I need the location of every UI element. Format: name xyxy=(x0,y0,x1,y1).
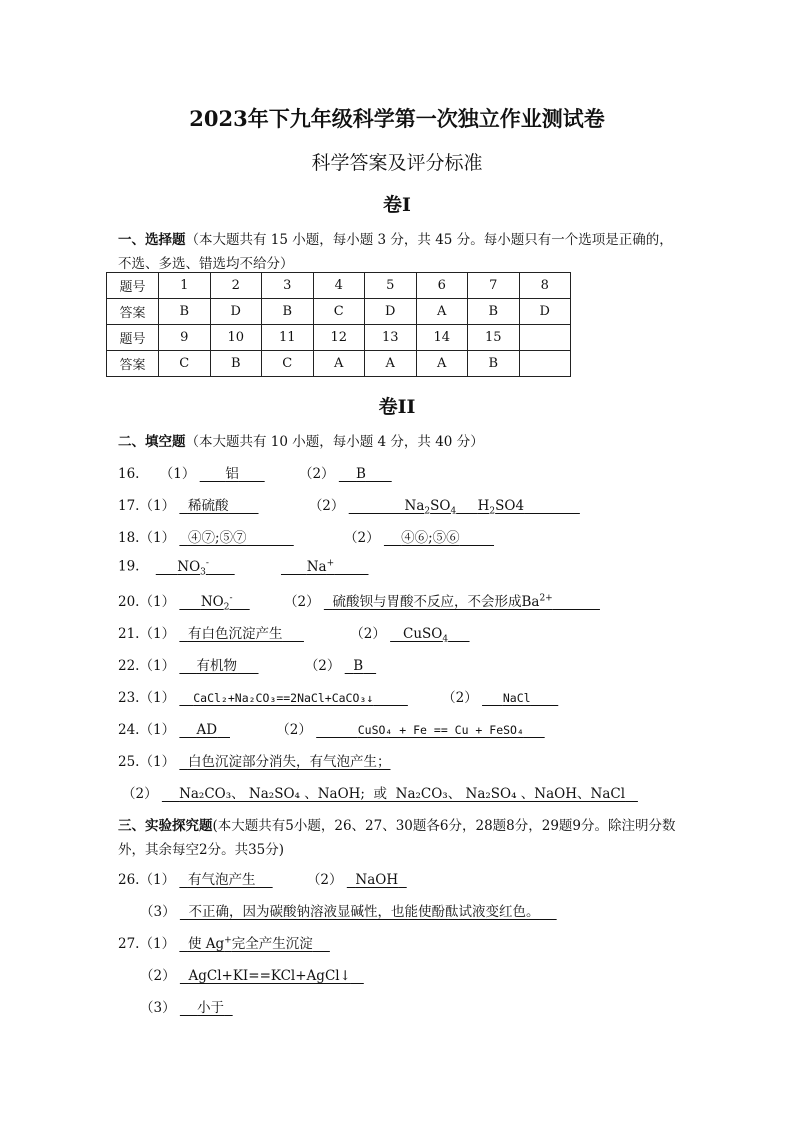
table-cell: 6 xyxy=(416,273,468,299)
subscript: 2 xyxy=(489,506,496,517)
answer-text: H xyxy=(477,498,490,514)
table-cell: 9 xyxy=(159,325,211,351)
part-label: （2） xyxy=(306,872,343,888)
question-25-part-2 xyxy=(122,782,638,802)
superscript: - xyxy=(205,558,209,568)
answer-text: 有机物 xyxy=(196,658,238,674)
table-cell: 15 xyxy=(468,325,520,351)
section-two-desc: （本大题共有 10 小题，每小题 4 分，共 40 分） xyxy=(185,434,484,450)
answer-text: Na xyxy=(306,558,327,575)
table-cell: 4 xyxy=(313,273,365,299)
answer-24-1 xyxy=(179,722,230,738)
question-27-part-3 xyxy=(140,996,233,1016)
table-cell: 1 xyxy=(159,273,211,299)
question-number: 18. xyxy=(118,530,140,546)
section-two-heading: 二、填空题 xyxy=(118,434,186,450)
section-three-desc: (本大题共有5小题，26、27、30题各6分，28题8分，29题9分。除注明分数 xyxy=(212,818,676,834)
part-label: （2） xyxy=(442,690,478,706)
superscript: - xyxy=(229,593,233,604)
row-header-cell: 答案 xyxy=(107,299,159,325)
part-label: （3） xyxy=(140,1000,176,1016)
subscript: 2 xyxy=(424,506,431,517)
part-label: （2） xyxy=(350,626,386,642)
table-cell: 11 xyxy=(262,325,314,351)
subscript: 4 xyxy=(442,634,449,645)
part-label: （3） xyxy=(140,904,176,920)
answer-text: 白色沉淀部分消失，有气泡产生； xyxy=(187,754,391,770)
answer-22-2 xyxy=(345,658,376,674)
superscript: 2+ xyxy=(539,593,553,604)
part-label: （2） xyxy=(122,786,158,802)
section-three-intro xyxy=(118,814,676,834)
section-two-intro xyxy=(118,430,484,450)
table-cell: A xyxy=(416,351,468,377)
question-number: 17. xyxy=(118,498,140,514)
question-21 xyxy=(118,622,470,645)
answer-text: CaCl₂+Na₂CO₃==2NaCl+CaCO₃↓ xyxy=(193,691,374,705)
table-cell: 13 xyxy=(365,325,417,351)
answer-19-1 xyxy=(156,558,235,578)
answer-text: 有气泡产生 xyxy=(187,872,256,888)
question-23 xyxy=(118,686,558,706)
part-label: （1） xyxy=(139,626,176,642)
row-header-cell: 题号 xyxy=(107,325,159,351)
question-number: 27. xyxy=(118,936,140,952)
answer-text: B xyxy=(353,658,364,674)
question-27 xyxy=(118,932,330,952)
question-number: 21. xyxy=(118,626,140,642)
section-one-heading: 一、选择题 xyxy=(118,232,186,248)
table-cell: 12 xyxy=(313,325,365,351)
answer-27-3 xyxy=(180,1000,233,1016)
table-cell: B xyxy=(262,299,314,325)
table-row xyxy=(107,351,571,377)
question-number: 16. xyxy=(118,466,140,482)
part-label: （1） xyxy=(139,530,176,546)
part-label: （2） xyxy=(283,594,320,610)
table-cell: 5 xyxy=(365,273,417,299)
question-25 xyxy=(118,750,390,770)
question-26-part-3 xyxy=(140,900,557,920)
answer-text: AgCl+KI==KCl+AgCl↓ xyxy=(188,968,351,984)
answer-26-3 xyxy=(180,904,557,920)
answer-18-1 xyxy=(179,530,293,546)
answer-text: 硫酸钡与胃酸不反应，不会形成Ba xyxy=(332,594,540,610)
table-cell: C xyxy=(159,351,211,377)
part-label: （2） xyxy=(344,530,380,546)
table-cell: D xyxy=(210,299,262,325)
question-number: 22. xyxy=(118,658,140,674)
answer-text: NO xyxy=(200,594,224,610)
answer-text: 稀硫酸 xyxy=(187,498,229,514)
row-header-cell: 题号 xyxy=(107,273,159,299)
answer-25-2 xyxy=(162,786,638,802)
table-cell: D xyxy=(365,299,417,325)
answer-20-2 xyxy=(324,594,600,610)
question-19 xyxy=(118,558,368,577)
part-label: （1） xyxy=(139,498,176,514)
volume-two-heading: 卷II xyxy=(378,396,416,418)
answer-26-2 xyxy=(347,872,407,888)
part-label: （1） xyxy=(139,690,176,706)
table-cell xyxy=(519,351,571,377)
part-label: （1） xyxy=(159,466,196,482)
part-label: （1） xyxy=(139,594,176,610)
answer-text: 使 Ag xyxy=(187,936,225,952)
part-label: （1） xyxy=(139,658,176,674)
question-24 xyxy=(118,718,545,738)
table-cell: B xyxy=(468,351,520,377)
table-cell: 2 xyxy=(210,273,262,299)
superscript: + xyxy=(224,935,232,946)
table-row xyxy=(107,273,571,299)
question-number: 24. xyxy=(118,722,140,738)
section-one-desc-cont: 不选、多选、错选均不给分） xyxy=(118,256,294,272)
table-cell: C xyxy=(262,351,314,377)
answer-text: SO4 xyxy=(495,498,525,514)
question-20 xyxy=(118,590,600,613)
question-27-part-2 xyxy=(140,964,364,984)
answer-26-1 xyxy=(179,872,272,888)
page-subtitle: 科学答案及评分标准 xyxy=(311,152,483,174)
answer-21-2 xyxy=(390,626,469,645)
question-18 xyxy=(118,526,494,546)
question-number: 23. xyxy=(118,690,140,706)
table-cell: B xyxy=(210,351,262,377)
volume-one-heading: 卷I xyxy=(383,194,411,216)
answer-text: Na xyxy=(404,498,425,514)
answer-19-2 xyxy=(281,559,369,575)
answer-27-1 xyxy=(179,936,330,952)
part-label: （1） xyxy=(139,754,176,770)
answer-text: SO xyxy=(430,498,451,514)
answer-27-2 xyxy=(180,968,364,984)
answer-text: 不正确，因为碳酸钠溶液显碱性，也能使酚酞试液变红色。 xyxy=(188,904,540,920)
answer-table xyxy=(106,272,571,377)
question-26 xyxy=(118,868,407,888)
table-cell: 14 xyxy=(416,325,468,351)
part-label: （2） xyxy=(304,658,341,674)
section-three-heading: 三、实验探究题 xyxy=(118,818,213,834)
answer-text: 完全产生沉淀 xyxy=(231,936,313,952)
part-label: （1） xyxy=(139,872,176,888)
subscript: 4 xyxy=(450,506,457,517)
superscript: + xyxy=(326,558,335,568)
table-cell xyxy=(519,325,571,351)
part-label: （2） xyxy=(298,466,335,482)
answer-23-1 xyxy=(179,691,408,705)
question-22 xyxy=(118,654,376,674)
answer-18-2 xyxy=(384,530,494,546)
answer-text: NaCl xyxy=(502,691,531,705)
answer-text: B xyxy=(356,466,366,482)
subscript: 2 xyxy=(223,602,230,613)
answer-text: Na₂CO₃、 Na₂SO₄ 、NaOH; 或 Na₂CO₃、 Na₂SO₄ 、NaOH、NaCl xyxy=(179,786,626,802)
part-label: （2） xyxy=(308,498,345,514)
part-label: （2） xyxy=(276,722,312,738)
table-cell: 3 xyxy=(262,273,314,299)
section-one-desc: （本大题共有 15 小题，每小题 3 分，共 45 分。每小题只有一个选项是正确的， xyxy=(185,232,673,248)
table-cell: D xyxy=(519,299,571,325)
answer-text: CuSO xyxy=(403,626,443,642)
answer-text: ④⑦;⑤⑦ xyxy=(187,530,247,546)
answer-17-1 xyxy=(179,498,258,514)
question-number: 25. xyxy=(118,754,140,770)
answer-text: NaOH xyxy=(355,872,399,888)
answer-text: AD xyxy=(196,722,218,738)
answer-text: ④⑥;⑤⑥ xyxy=(401,530,460,546)
question-16 xyxy=(118,462,392,482)
answer-text: 有白色沉淀产生 xyxy=(187,626,283,642)
table-row xyxy=(107,299,571,325)
answer-text: NO xyxy=(177,558,201,575)
question-number: 26. xyxy=(118,872,140,888)
part-label: （1） xyxy=(139,722,176,738)
answer-text: CuSO₄ + Fe == Cu + FeSO₄ xyxy=(357,723,524,737)
answer-23-2 xyxy=(482,691,558,705)
table-cell: A xyxy=(416,299,468,325)
part-label: （2） xyxy=(140,968,176,984)
part-label: （1） xyxy=(139,936,176,952)
table-cell: B xyxy=(159,299,211,325)
answer-text: 小于 xyxy=(197,1000,225,1016)
answer-21-1 xyxy=(179,626,304,642)
table-row xyxy=(107,325,571,351)
answer-25-1 xyxy=(179,754,390,770)
page-title: 2023年下九年级科学第一次独立作业测试卷 xyxy=(189,106,605,131)
answer-16-2 xyxy=(339,466,392,482)
answer-17-2 xyxy=(349,498,580,517)
question-17 xyxy=(118,494,580,517)
table-cell: 10 xyxy=(210,325,262,351)
table-cell: B xyxy=(468,299,520,325)
table-cell: 7 xyxy=(468,273,520,299)
answer-text: 铝 xyxy=(225,466,239,482)
answer-22-1 xyxy=(179,658,258,674)
subscript: 3 xyxy=(200,567,206,578)
row-header-cell: 答案 xyxy=(107,351,159,377)
answer-20-1 xyxy=(179,593,249,613)
table-cell: 8 xyxy=(519,273,571,299)
section-three-desc-cont: 外，其余每空2分。共35分) xyxy=(118,842,285,858)
table-cell: A xyxy=(365,351,417,377)
table-cell: A xyxy=(313,351,365,377)
answer-16-1 xyxy=(200,466,265,482)
table-cell: C xyxy=(313,299,365,325)
answer-24-2 xyxy=(316,723,545,737)
section-one-intro xyxy=(118,228,673,248)
question-number: 20. xyxy=(118,594,140,610)
question-number: 19. xyxy=(118,558,140,575)
